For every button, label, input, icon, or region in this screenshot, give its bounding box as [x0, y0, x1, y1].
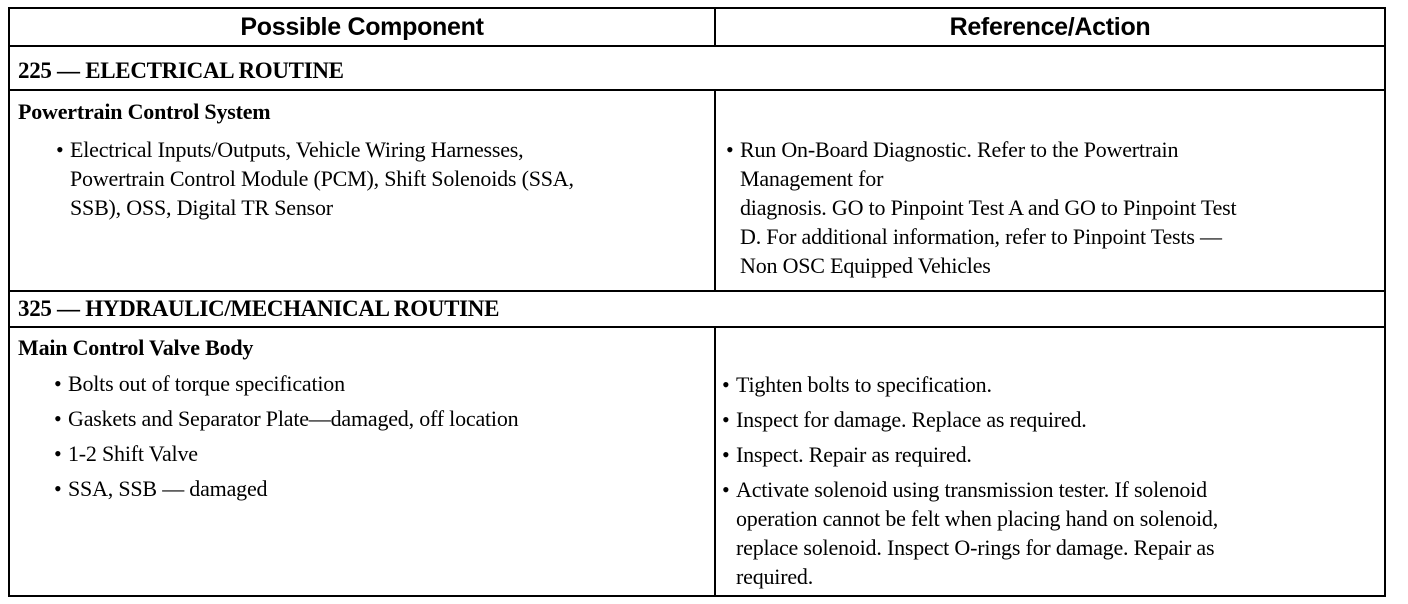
action-text: Activate solenoid using transmission tester. If solenoid operation cannot be felt when placing hand on solenoid, replace solenoid. Inspect O-rings for damage. Repair as required.: [736, 477, 1219, 589]
bullet: •: [54, 371, 62, 396]
row-divider: [10, 45, 1384, 47]
component-text: 1-2 Shift Valve: [68, 441, 198, 466]
bullet: •: [722, 372, 730, 397]
bullet: •: [54, 476, 62, 501]
group-title-powertrain: Powertrain Control System: [18, 99, 271, 124]
section-title-electrical: 225 — ELECTRICAL ROUTINE: [18, 58, 344, 83]
component-item: [56, 135, 710, 222]
row-divider: [10, 290, 1384, 292]
action-item: [722, 405, 1376, 434]
bullet: •: [56, 137, 64, 162]
action-item: [722, 370, 1376, 399]
header-possible-component: [10, 9, 714, 45]
action-text: Inspect for damage. Replace as required.: [736, 407, 1087, 432]
column-divider: [714, 328, 716, 595]
bullet: •: [722, 477, 730, 502]
bullet: •: [54, 441, 62, 466]
column-divider: [714, 9, 716, 45]
action-text: Run On-Board Diagnostic. Refer to the Powertrain Management for diagnosis. GO to Pinpoint Test A and GO to Pinpoint Test D. For additional information, refer to Pinpoint Tests — Non OSC Equipped Vehicles: [740, 137, 1237, 278]
component-text: Electrical Inputs/Outputs, Vehicle Wiring Harnesses, Powertrain Control Module (PCM), Shift Solenoids (SSA, SSB), OSS, Digital TR Sensor: [70, 137, 574, 220]
component-item: [54, 404, 708, 433]
component-item: [54, 474, 708, 503]
action-item: [722, 440, 1376, 469]
bullet: •: [722, 407, 730, 432]
column-divider: [714, 91, 716, 290]
diagnostic-table: [8, 7, 1386, 597]
action-item: [722, 475, 1376, 591]
row-divider: [10, 326, 1384, 328]
header-reference-action: [716, 9, 1384, 45]
component-item: [54, 369, 708, 398]
header-component-label: Possible Component: [240, 12, 484, 41]
action-text: Inspect. Repair as required.: [736, 442, 972, 467]
component-text: SSA, SSB — damaged: [68, 476, 268, 501]
header-action-label: Reference/Action: [949, 12, 1151, 41]
bullet: •: [726, 137, 734, 162]
section-title-hydraulic: 325 — HYDRAULIC/MECHANICAL ROUTINE: [18, 296, 500, 321]
component-item: [54, 439, 708, 468]
action-item: [726, 135, 1380, 280]
component-text: Bolts out of torque specification: [68, 371, 345, 396]
row-divider: [10, 89, 1384, 91]
bullet: •: [54, 406, 62, 431]
group-title-valve-body: Main Control Valve Body: [18, 335, 254, 360]
bullet: •: [722, 442, 730, 467]
component-text: Gaskets and Separator Plate—damaged, off location: [68, 406, 519, 431]
action-text: Tighten bolts to specification.: [736, 372, 992, 397]
